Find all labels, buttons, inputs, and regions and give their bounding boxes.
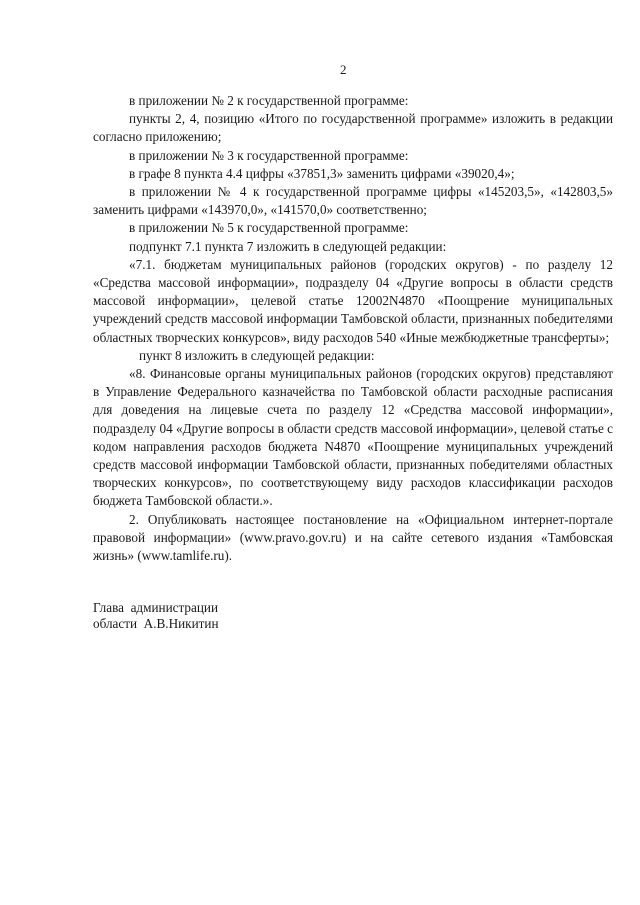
page-number: 2 <box>340 62 348 77</box>
paragraph-appendix-5: в приложении № 5 к государственной программе: <box>129 220 409 236</box>
paragraph-item-8: пункт 8 изложить в следующей редакции: <box>139 347 375 363</box>
paragraph-appendix-2: в приложении № 2 к государственной программе: <box>129 93 409 108</box>
paragraph-subitem-7-1: подпункт 7.1 пункта 7 изложить в следующей редакции: <box>129 238 447 254</box>
paragraph-quote-7-1: «7.1. бюджетам муниципальных районов (городских округов) - по разделу 12 «Средства массовой информации», подразделу 04 «Другие вопросы в области средств массовой информации», целевой статье 12002N4870 «Поощрение муниципальных учреждений средств массовой информации Тамбовской области, признанных победителями областных творческих конкурсов», виду расходов 540 «Иные межбюджетные трансферты»; <box>93 256 613 345</box>
signature-block <box>93 600 393 632</box>
paragraph-column-8: в графе 8 пункта 4.4 цифры «37851,3» заменить цифрами «39020,4»; <box>129 165 515 181</box>
signature-title: Глава администрации <box>93 600 219 615</box>
paragraph-quote-8: «8. Финансовые органы муниципальных районов (городских округов) представляют в Управление Федерального казначейства по Тамбовской области расходные расписания для доведения на лицевые счета по разделу 12 «Средства массовой информации», подразделу 04 «Другие вопросы в области средств массовой информации», целевой статье с кодом направления расходов бюджета N4870 «Поощрение муниципальных учреждений средств массовой информации Тамбовской области, признанных победителями областных творческих конкурсов», по соответствующему виду расходов классификации расходов бюджета Тамбовской области.». <box>93 366 613 509</box>
document-body <box>93 92 613 565</box>
paragraph-items-2-4: пункты 2, 4, позицию «Итого по государственной программе» изложить в редакции согласно приложению; <box>93 111 613 145</box>
paragraph-appendix-4: в приложении № 4 к государственной программе цифры «145203,5», «142803,5» заменить цифрами «143970,0», «141570,0» соответственно; <box>93 184 613 218</box>
paragraph-publish: 2. Опубликовать настоящее постановление на «Официальном интернет-портале правовой информации» (www.pravo.gov.ru) и на сайте сетевого издания «Тамбовская жизнь» (www.tamlife.ru). <box>93 511 613 564</box>
paragraph-appendix-3: в приложении № 3 к государственной программе: <box>129 147 409 163</box>
signature-name: области А.В.Никитин <box>93 616 219 631</box>
